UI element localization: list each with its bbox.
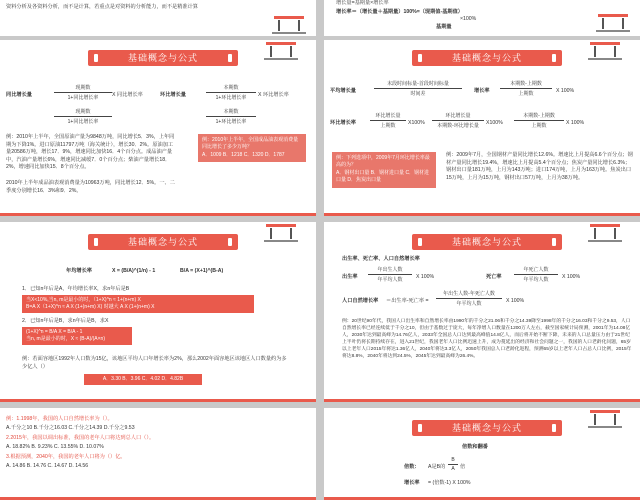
slide2-formula-label: 增长率＝（增长量＋基期量）100%=（现期值-基期值）	[336, 9, 463, 15]
slide4-example: 例：2009年7月，全国钢材产量同比增长12.6%。增速比上月提高6.6个百分点；钢材产量同比增长19.4%，增速比上月提高5.4个百分点；焦炭产量同比增长6.3%；钢材出口量181万吨，上月为143万吨；进口174万吨，上月为163万吨。焦炭出口15万吨，上月为15万吨，钢材出口57万吨，上月为38万吨。	[446, 152, 633, 181]
tongbi-fraction: 现期数 1+同比增长率	[54, 84, 112, 101]
slide-8[interactable]	[324, 408, 640, 500]
huanbi-sub-fraction: 本期数 1+环比增长率	[206, 108, 256, 125]
slide-title: 基础概念与公式	[88, 50, 238, 66]
rise-fraction: 本期数-上期数 上期数	[500, 80, 552, 97]
slide4-question-box	[332, 152, 436, 188]
slide4-options: A．钢材出口量 B．钢材进口量 C．钢材进口量 D．焦炭出口量	[336, 169, 430, 184]
slide-title: 基础概念与公式	[412, 420, 562, 436]
slide-decoration-icon	[264, 224, 298, 242]
slide-decoration-icon	[272, 16, 306, 34]
slide3-options: A．1009 B．1218 C．1320 D．1787	[202, 151, 285, 158]
pj-label: 平均增长量	[330, 88, 356, 94]
slide-decoration-icon	[264, 42, 298, 60]
q1: 例：1.1998年，我国的人口自然增长率为（）。	[6, 416, 113, 422]
slide4-question: 例：下列选项中，2009年7月环比增长率最高的为？	[336, 155, 430, 169]
slide-1[interactable]	[0, 0, 316, 36]
cagr-formula: X = (B/A)^(1/n) - 1	[112, 268, 156, 274]
q2: 2.2015年，我国以调出标准，我国的老年人口将达到总人口（）。	[6, 435, 155, 441]
slide3-question: 例：2010年上半年，全国成品油表观消费量同比增长了多少万吨？	[202, 137, 299, 151]
slide2-denominator: 基期量	[436, 24, 452, 30]
slide8-subtitle: 倍数和翻番	[462, 444, 488, 450]
q3: 3.根据预测，2040年，我国的老年人口将为（）亿。	[6, 454, 126, 460]
slide-5[interactable]	[0, 222, 316, 402]
nat-eq: ＝出生率-死亡率 =	[386, 298, 429, 304]
slide6-header: 出生率、死亡率、人口自然增长率	[342, 256, 420, 262]
q2-options: A. 18.82% B. 9.23% C. 13.55% D. 10.07%	[6, 444, 104, 450]
bei-rhs: 倍	[460, 464, 466, 470]
q3-options: A. 14.86 B. 14.76 C. 14.67 D. 14.56	[6, 463, 89, 469]
rise-times: X 100%	[556, 88, 575, 94]
slide5-question: 例：若面容地区1992年人口数为15亿，该地区平均人口年增长率为2%，那么2002年面容地区该地区人口数量约为多少亿人（）	[22, 356, 287, 370]
slide3-example2: 2010年上半年成品油表观消费量为10963万吨，同比增长12．5%。一、二季度分别增长16．3%和9．2%。	[6, 180, 175, 194]
slide-title: 基础概念与公式	[412, 50, 562, 66]
slide-footer-bar	[0, 213, 316, 216]
slide-7[interactable]	[0, 408, 316, 500]
nat-times: X 100%	[506, 298, 525, 304]
huan-fraction-1: 环比增长量 上期数	[370, 112, 406, 129]
cagr-formula-2: B/A = (X+1)^(B-A)	[180, 268, 224, 274]
huanbi-label: 环比增长量	[160, 92, 186, 98]
slide-title: 基础概念与公式	[412, 234, 562, 250]
q1-options: A.千分之10 B.千分之16.03 C.千分之14.39 D.千分之9.53	[6, 425, 135, 431]
birth-times: X 100%	[416, 274, 435, 280]
rise-label: 增长率	[474, 88, 490, 94]
step-2: 2．已知n年后是B，求n年后是B，求X	[22, 318, 109, 324]
cagr-label: 年均增长率	[66, 268, 92, 274]
step-1-box	[22, 295, 254, 313]
death-times: X 100%	[562, 274, 581, 280]
slide-6[interactable]	[324, 222, 640, 402]
tongbi-sub-fraction: 现期数 1+同比增长率	[54, 108, 112, 125]
pj-fraction: 末段时间标量-首段时间标量 时间差	[374, 80, 462, 97]
huan-label: 环比增长率	[330, 120, 356, 126]
slide3-question-box	[198, 134, 306, 162]
bei-label: 倍数：	[404, 464, 420, 470]
slide-4[interactable]	[324, 40, 640, 216]
slide2-times: ×100%	[460, 16, 477, 22]
death-fraction: 年死亡人数 年平均人数	[514, 266, 558, 283]
slide-2[interactable]	[324, 0, 640, 36]
huanbi-fraction: 本期数 1+环比增长率	[206, 84, 256, 101]
slide2-top-line: 增长量=基期量×增长率	[336, 0, 389, 6]
rise-label-8: 增长率	[404, 480, 420, 486]
slide-footer-bar	[324, 399, 640, 402]
huanbi-times: X 环比增长率	[258, 92, 289, 98]
slide-3[interactable]	[0, 40, 316, 216]
slide-title: 基础概念与公式	[88, 234, 238, 250]
slide-footer-bar	[324, 213, 640, 216]
death-label: 死亡率	[486, 274, 502, 280]
step-2-box	[22, 327, 132, 345]
huan-times-3: X 100%	[566, 120, 585, 126]
step-1-line-a: 当X<10%,当n, m是最小的时，（1+X)^n ≈ 1+(n+m) X	[26, 297, 141, 303]
slide-footer-bar	[0, 399, 316, 402]
slide-decoration-icon	[588, 224, 622, 242]
step-1: 1．已知n年后是A，年均增长率X，求n年后是B	[22, 286, 130, 292]
slide3-example: 例：2010年上半年，全国原油产量为9848万吨，同比增长5．3%，上年同期为下降1%。进口原油11797万吨（海关统计），增长30．2%。原油加工量20586万吨，增长17．9%，增速同比加快16．4个百分点。成品油产量中，汽油产量增长6%，增速同比减缓7．0个百分点；柴油产量增长18．2%，增速同比加快15．8个百分点。	[6, 134, 175, 170]
bei-lhs: A是B的	[428, 464, 446, 470]
nat-label: 人口自然增长率	[342, 298, 379, 304]
tongbi-label: 同比增长量	[6, 92, 32, 98]
bei-fraction: $\frac{B}{A}$	[448, 457, 458, 472]
slide6-example: 例：20世纪90年代，我国人口出生率和自然增长率由1990年的千分之21.06和千分之14.39降至1998年的千分之16.03和千分之9.53，人口自然增长率已经连续低于千分之10，但由于基数过于庞大，每年净增人口数量在1200万人左右，截至国家统计局预测，2001年为14.08亿人，2030年达到最高峰为14.76亿人，2033年全国总人口达到最高峰值14.8亿人，而后将开始不断下降，未来的人口总量压力由于21世纪上半叶仍将长期持续存在，进入21世纪，我国老年人口比例迅速上升，成为蔓延出的经济和社会问题之一，我国的人口老龄化问题，65岁以上老年人口2015年将达1.36亿人，2040年将达3.3亿人，2050年我国总人口老龄化进程，预测65岁以上老年人口占总人口比例，2015年将达8.8%，2040年将达到24.5%，2045年达到最高峰为26.4%。	[342, 319, 632, 359]
step-2-line-a: (1+X)^n = B/A X = B/A - 1	[26, 329, 83, 335]
tongbi-times: X 同比增长率	[112, 92, 143, 98]
huan-times-2: X100%	[486, 120, 503, 126]
huan-times-1: X100%	[408, 120, 425, 126]
slide-decoration-icon	[596, 14, 630, 32]
slide5-options: A．3.30 B．3.96 C．4.02 D．4.82B	[84, 374, 202, 385]
step-1-line-b: B=A X（1+X)^n ≈ A X (1+(n+m) X) 时越大 A X (1+(n+m) X	[26, 304, 155, 311]
slide-decoration-icon	[588, 42, 622, 60]
rise-rhs-8: = (倍数-1) X 100%	[428, 480, 471, 486]
birth-label: 出生率	[342, 274, 358, 280]
step-2-line-b: 当n, m是最小的时，X ≈ (B-A)/(A×n)	[26, 336, 106, 343]
huan-fraction-3: 本期数-上期数 上期数	[514, 112, 564, 129]
birth-fraction: 年出生人数 年平均人数	[368, 266, 412, 283]
slide-decoration-icon	[588, 410, 622, 428]
nat-fraction: 年出生人数-年死亡人数 年平均人数	[436, 290, 502, 307]
huan-fraction-2: 环比增长量 本期数-环比增长量	[432, 112, 484, 129]
slide1-text: 资料分析及各资料分析，而不是计算，若重点是对资料的分析能力，而不是精准计算	[6, 4, 198, 10]
